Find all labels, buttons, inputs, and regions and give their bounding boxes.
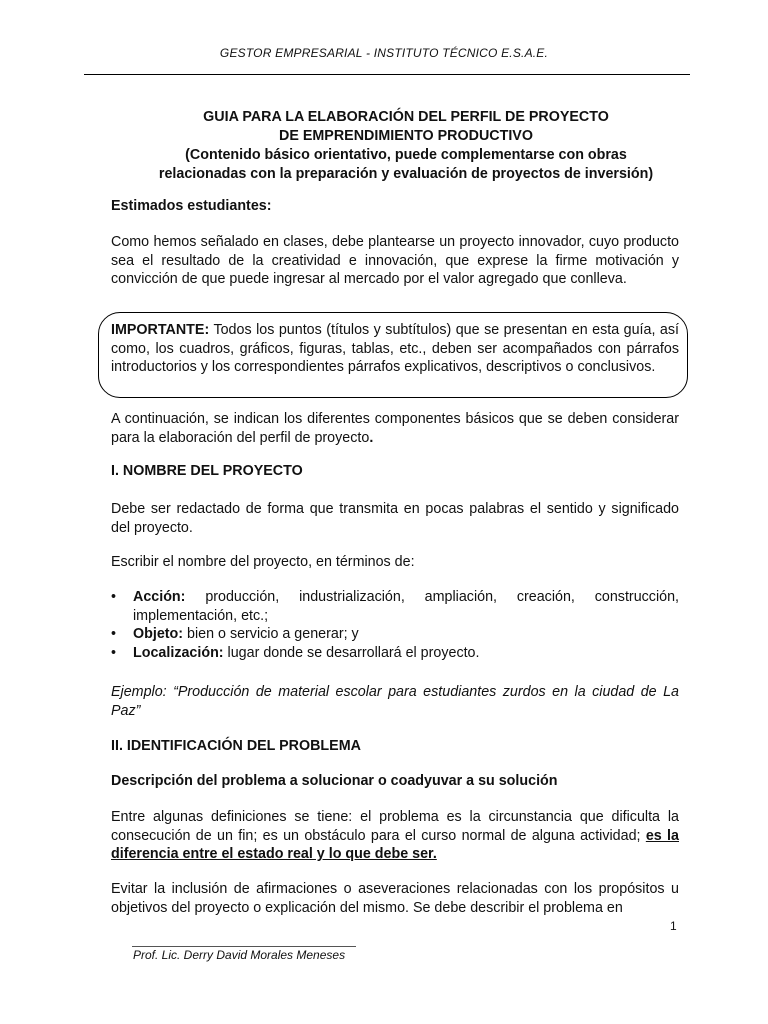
title-line-4: relacionadas con la preparación y evaluación de proyectos de inversión) bbox=[158, 166, 654, 182]
title-line-1: GUIA PARA LA ELABORACIÓN DEL PERFIL DE PROYECTO bbox=[203, 109, 609, 125]
important-text: Todos los puntos (títulos y subtítulos) que se presentan en esta guía, así como, los cuadros, gráficos, figuras, tablas, etc., deben ser acompañados con párrafos introductorios y los correspondientes párrafos explicativos, descriptivos o conclusivos. bbox=[111, 322, 679, 375]
section-1-heading: I. NOMBRE DEL PROYECTO bbox=[111, 463, 303, 479]
section-1-paragraph-2: Escribir el nombre del proyecto, en términos de: bbox=[111, 554, 415, 570]
section-2-paragraph-2: Evitar la inclusión de afirmaciones o aseveraciones relacionadas con los propósitos u objetivos del proyecto o explicación del mismo. Se debe describir el problema en bbox=[111, 881, 679, 916]
example-text: Ejemplo: “Producción de material escolar para estudiantes zurdos en la ciudad de La Paz” bbox=[111, 684, 679, 719]
continuation-paragraph bbox=[111, 410, 679, 447]
emphasized-definition: es la diferencia entre el estado real y lo que debe ser. bbox=[111, 827, 679, 862]
important-label: IMPORTANTE: bbox=[111, 322, 210, 338]
continuation-period: . bbox=[369, 429, 374, 446]
problem-definition-paragraph: Entre algunas definiciones se tiene: el problema es la circunstancia que dificulta la consecución de un fin; es un obstáculo para el curso normal de alguna actividad; es la diferencia entre el estado real y lo que debe ser. bbox=[111, 809, 679, 862]
section-1-paragraph-1: Debe ser redactado de forma que transmita en pocas palabras el sentido y significado del proyecto. bbox=[111, 501, 679, 536]
title-line-3: (Contenido básico orientativo, puede complementarse con obras bbox=[185, 147, 627, 163]
continuation-text: A continuación, se indican los diferentes componentes básicos que se deben considerar para la elaboración del perfil de proyecto bbox=[111, 411, 679, 446]
document-title bbox=[100, 108, 712, 184]
greeting: Estimados estudiantes: bbox=[111, 198, 272, 214]
list-item: • Objeto: bien o servicio a generar; y bbox=[111, 625, 679, 644]
project-name-terms-list bbox=[111, 588, 679, 662]
list-item: • Localización: lugar donde se desarrollará el proyecto. bbox=[111, 644, 679, 663]
section-2-heading: II. IDENTIFICACIÓN DEL PROBLEMA bbox=[111, 738, 361, 754]
intro-paragraph: Como hemos señalado en clases, debe plantearse un proyecto innovador, cuyo producto sea el resultado de la creatividad e innovación, que exprese la firme motivación y convicción de que puede ingresar al mercado por el valor agregado que conlleva. bbox=[111, 234, 679, 287]
footer-author: Prof. Lic. Derry David Morales Meneses bbox=[133, 948, 346, 962]
header-divider bbox=[84, 74, 690, 75]
important-paragraph bbox=[111, 321, 679, 377]
running-header: GESTOR EMPRESARIAL - INSTITUTO TÉCNICO E.S.A.E. bbox=[219, 46, 549, 60]
list-item: • Acción: producción, industrialización, ampliación, creación, construcción, implementación, etc.; bbox=[111, 588, 679, 625]
page-number: 1 bbox=[670, 919, 677, 933]
title-line-2: DE EMPRENDIMIENTO PRODUCTIVO bbox=[279, 128, 533, 144]
section-2-subheading: Descripción del problema a solucionar o coadyuvar a su solución bbox=[111, 773, 558, 789]
footer-divider bbox=[132, 946, 356, 947]
